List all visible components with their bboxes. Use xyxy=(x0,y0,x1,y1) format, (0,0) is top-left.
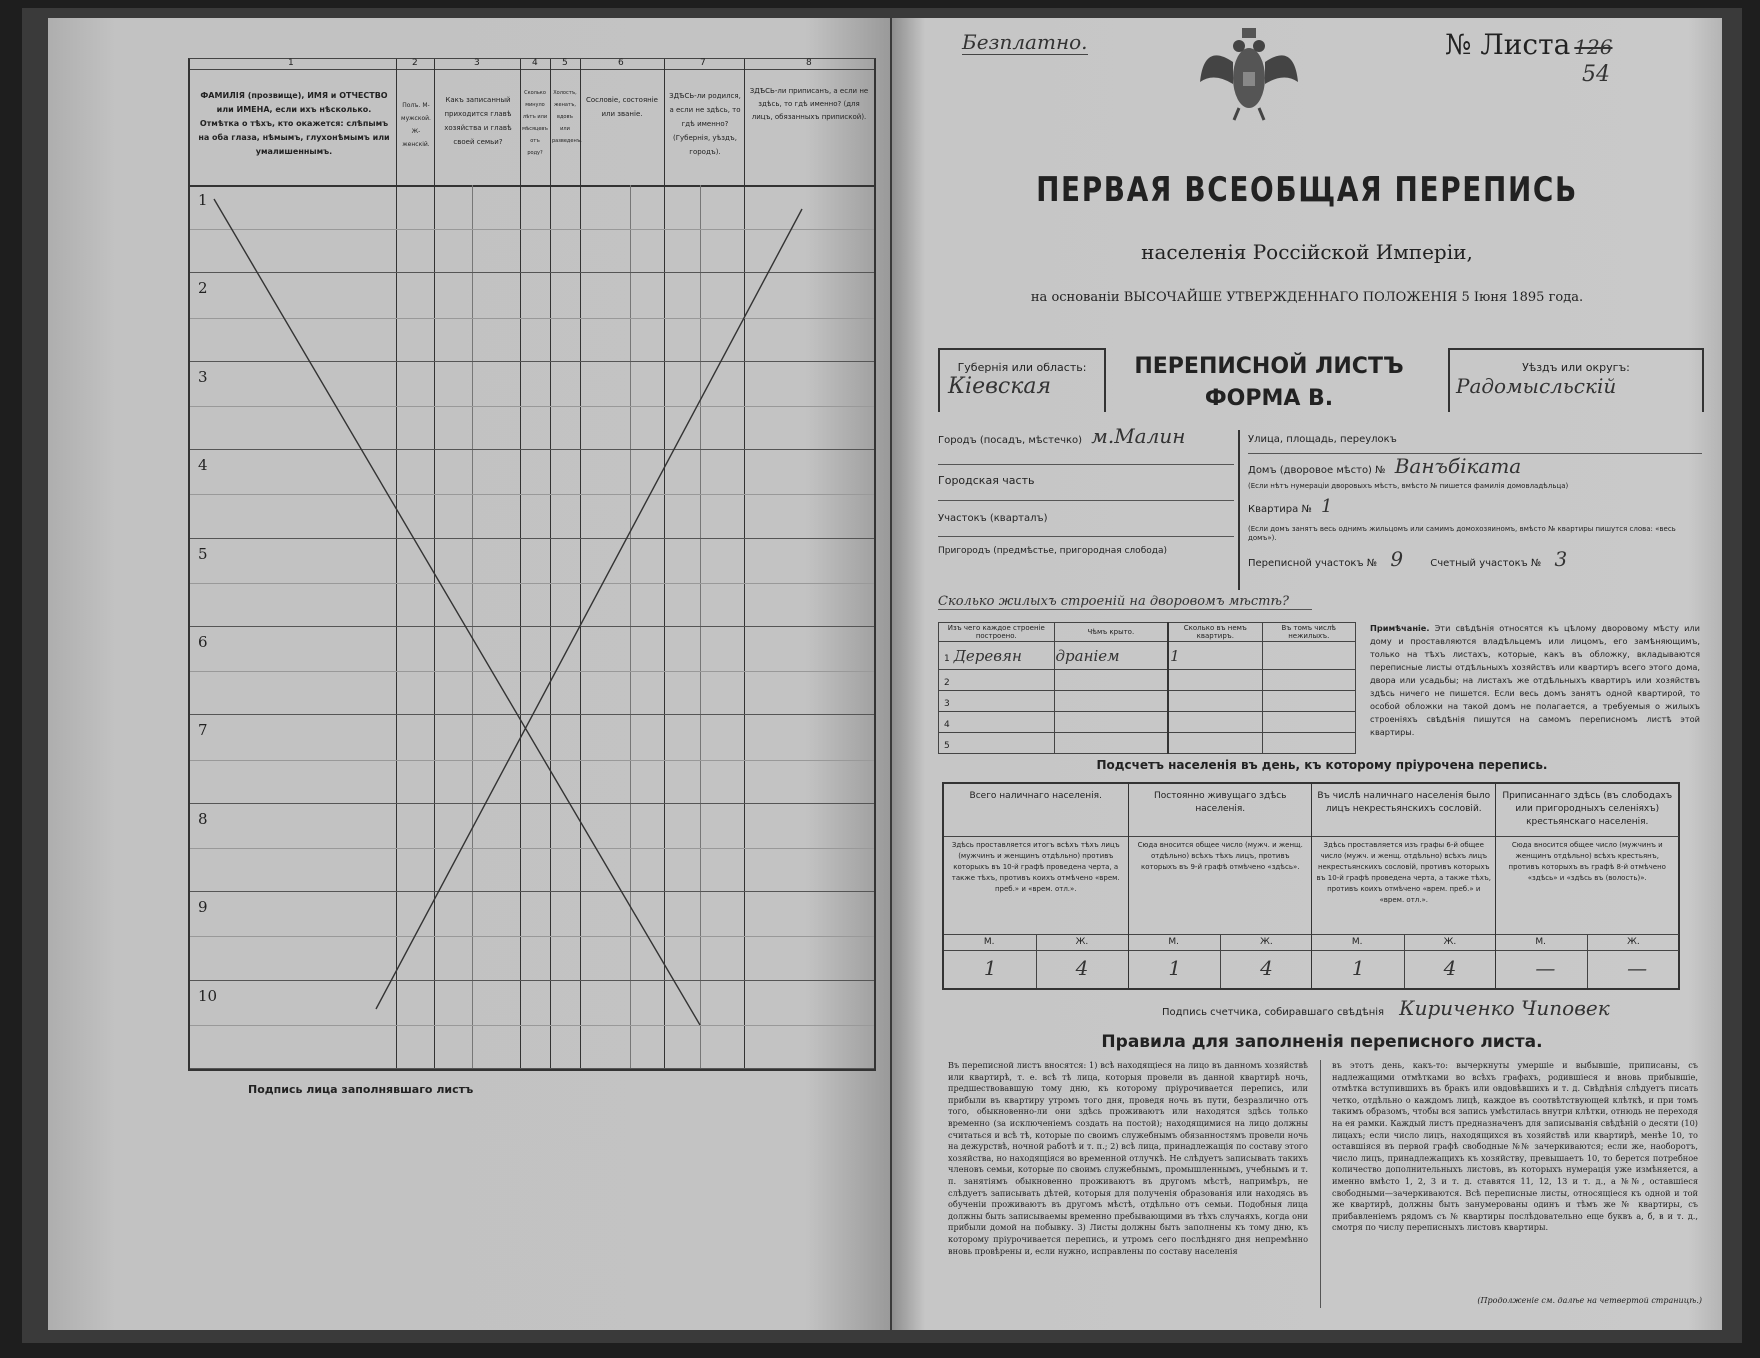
row-number: 3 xyxy=(198,367,208,386)
buildings-header-nonres: Въ томъ числѣ нежилыхъ. xyxy=(1262,623,1355,642)
note-block xyxy=(1370,622,1700,739)
count-district-label: Счетный участокъ № xyxy=(1430,558,1542,569)
buildings-header-material: Изъ чего каждое строеніе построено. xyxy=(939,623,1055,642)
form-type: ФОРМА В. xyxy=(1204,386,1334,411)
col-header-estate: Сословіе, состояніе или званіе. xyxy=(586,96,658,118)
count-description: Сюда вносится общее число (мужчинъ и женщинъ отдѣльно) всѣхъ крестьянъ, противъ которыхъ въ графѣ 8-й отмѣчено «здѣсь» и «здѣсь въ (волость)». xyxy=(1508,841,1666,882)
main-title: ПЕРВАЯ ВСЕОБЩАЯ ПЕРЕПИСЬ xyxy=(1036,170,1578,210)
buildings-row xyxy=(939,670,1356,691)
census-district-value: 9 xyxy=(1390,547,1404,571)
count-description: Здѣсь проставляется изъ графы 6-й общее число (мужч. и женщ. отдѣльно) всѣхъ лицъ некрестьянскихъ сословій, противъ которыхъ въ 10-й графѣ проведена черта, а также тѣхъ, противъ коихъ отмѣчено «врем. преб.» и «врем. отл.». xyxy=(1316,841,1492,904)
apartment-note: (Если домъ занятъ весь однимъ жильцомъ или самимъ домохозяиномъ, вмѣсто № квартиры пишутся слова: «весь домъ»). xyxy=(1248,525,1676,542)
count-district-value: 3 xyxy=(1554,547,1568,571)
enumerator-signature-value: Кириченко Чиповек xyxy=(1399,996,1610,1020)
buildings-table xyxy=(938,622,1356,754)
address-divider xyxy=(1238,430,1240,590)
count-column xyxy=(1128,784,1312,988)
enumerator-signature-label: Подпись счетчика, собиравшаго свѣдѣнія xyxy=(1162,1007,1385,1018)
double-headed-eagle-emblem xyxy=(1194,22,1304,122)
sheet-number-label xyxy=(1445,28,1612,61)
archive-number: 54 xyxy=(1582,62,1610,87)
left-footer-signature: Подпись лица заполнявшаго листъ xyxy=(248,1083,474,1096)
col-header-birthplace: ЗДѢСЬ-ли родился, а если не здѣсь, то гдѣ именно? (Губернія, уѣздъ, городъ). xyxy=(669,92,741,156)
apartment-label: Квартира № xyxy=(1248,504,1312,515)
count-column xyxy=(1311,784,1495,988)
count-column xyxy=(1495,784,1679,988)
buildings-question: Сколько жилыхъ строеній на дворовомъ мѣстѣ? xyxy=(938,594,1312,610)
apartment-value: 1 xyxy=(1321,496,1333,517)
main-subtitle: населенія Россійской Имперіи, xyxy=(1141,240,1473,264)
house-value: Ванъбіката xyxy=(1394,454,1522,478)
buildings-header-apartments: Сколько въ немъ квартиръ. xyxy=(1168,623,1262,642)
buildings-row-number: 2 xyxy=(944,678,950,688)
count-title: Подсчетъ населенія въ день, къ которому пріурочена перепись. xyxy=(1096,758,1548,772)
buildings-row xyxy=(939,642,1356,670)
count-m-value: 1 xyxy=(1168,956,1182,980)
row-number: 4 xyxy=(198,456,208,475)
count-f-value: 4 xyxy=(1075,956,1089,980)
rules-continued-note: (Продолженіе см. далѣе на четвертой страницѣ.) xyxy=(1477,1296,1702,1305)
district-box xyxy=(1448,348,1704,412)
census-district-label: Переписной участокъ № xyxy=(1248,558,1378,569)
province-value: Кіевская xyxy=(948,374,1052,399)
count-f-value: 4 xyxy=(1443,956,1457,980)
count-column xyxy=(944,784,1128,988)
rules-column-divider xyxy=(1320,1060,1321,1308)
suburb-label: Пригородъ (предмѣстье, пригородная слобода) xyxy=(938,546,1167,556)
count-f-label: Ж. xyxy=(1627,937,1640,947)
count-f-label: Ж. xyxy=(1260,937,1273,947)
count-f-value: — xyxy=(1627,956,1648,980)
row-number: 6 xyxy=(198,633,208,651)
province-label: Губернія или область: xyxy=(957,361,1087,374)
row-number: 1 xyxy=(198,191,208,209)
row-number: 2 xyxy=(198,279,208,298)
row-number: 8 xyxy=(198,809,208,828)
count-m-value: 1 xyxy=(983,956,997,980)
count-f-label: Ж. xyxy=(1075,937,1089,947)
col-header-marital: Холостъ, женатъ, вдовъ или разведенъ. xyxy=(552,90,582,144)
buildings-header-roof: Чѣмъ крыто. xyxy=(1054,623,1168,642)
city-part-label: Городская часть xyxy=(938,474,1035,487)
count-f-value: 4 xyxy=(1260,956,1273,980)
buildings-cell-material: Деревян xyxy=(953,646,1022,665)
row-number: 10 xyxy=(198,986,218,1005)
col-num-8: 8 xyxy=(806,58,812,68)
city-label: Городъ (посадъ, мѣстечко) xyxy=(938,435,1083,446)
count-header: Приписаннаго здѣсь (въ слободахъ или пригородныхъ селеніяхъ) крестьянскаго населенія. xyxy=(1502,791,1673,827)
legal-basis: на основаніи ВЫСОЧАЙШЕ УТВЕРЖДЕННАГО ПОЛОЖЕНІЯ 5 Іюня 1895 года. xyxy=(1030,290,1584,305)
count-header: Постоянно живущаго здѣсь населенія. xyxy=(1153,791,1287,814)
rules-column-2: въ этотъ день, какъ-то: вычеркнуты умершіе и выбывшіе, приписаны, съ надлежащими отмѣтками во всѣхъ графахъ, родившіеся и вновь прибывшіе, отмѣтка вступившихъ въ бракъ или овдовѣвшихъ и т. д. Свѣдѣнія слѣдуетъ писать четко, отдѣльно о каждомъ лицѣ, каждое въ соотвѣтствующей клѣткѣ, и при томъ такимъ образомъ, чтобы вся запись умѣстилась внутри клѣтки, отнюдь не переходя на ея рамки. Каждый листъ предназначенъ для записыванія свѣдѣній о десяти (10) лицахъ; если число лицъ, находящихся въ хозяйствѣ или квартирѣ, менѣе 10, то оставшіяся въ первой графѣ свободные №№ зачеркиваются; если же, наоборотъ, число лицъ, принадлежащихъ къ хозяйству, превышаетъ 10, то берется потребное количество дополнительныхъ листовъ, въ которыхъ нумерація уже измѣняется, а именно вмѣсто 1, 2, 3 и т. д. ставятся 11, 12, 13 и т. д., а №№, оставшіеся свободными—зачеркиваются. Всѣ переписные листы, относящіеся къ одной и той же квартирѣ, должны быть занумерованы одинъ и тѣмъ же № квартиры, съ прибавленіемъ рядомъ съ № квартиры послѣдовательно еще буквъ а, б, в и т. д., смотря по числу переписныхъ листовъ квартиры. xyxy=(1332,1060,1698,1233)
address-block-left xyxy=(938,424,1234,571)
buildings-row xyxy=(939,712,1356,733)
count-f-label: Ж. xyxy=(1443,937,1457,947)
free-label: Безплатно. xyxy=(962,30,1088,54)
rules-title: Правила для заполненія переписного листа. xyxy=(1101,1032,1543,1052)
buildings-row-number: 3 xyxy=(944,699,950,709)
count-description: Сюда вносится общее число (мужч. и женщ. отдѣльно) всѣхъ тѣхъ лицъ, противъ которыхъ въ 9-й графѣ отмѣчено «здѣсь». xyxy=(1137,841,1303,871)
enumerator-signature-row xyxy=(1162,996,1702,1020)
open-ledger xyxy=(22,8,1742,1343)
count-header: Въ числѣ наличнаго населенія было лицъ некрестьянскихъ сословій. xyxy=(1317,791,1491,814)
buildings-row-number: 4 xyxy=(944,720,950,730)
form-title: ПЕРЕПИСНОЙ ЛИСТЪ xyxy=(1134,354,1404,379)
col-num-6: 6 xyxy=(618,58,624,68)
rules-column-1: Въ переписной листъ вносятся: 1) всѣ находящіеся на лицо въ данномъ хозяйствѣ или квартирѣ, т. е. всѣ тѣ лица, которыя провели въ данной квартирѣ ночь, предшествовавшую тому дню, къ которому пріурочивается перепись, или прибыли въ квартиру утромъ того дня, проведя ночь въ пути, безразлично отъ того, обыкновенно-ли они здѣсь проживаютъ или находятся здѣсь только временно (за исключеніемъ создать на постой); находящимися на лицо должны считаться и всѣ тѣ, которые по своимъ служебнымъ обязанностямъ провели ночь на дежурствѣ, ночной работѣ и т. п.; 2) всѣ лица, принадлежащія по составу этого хозяйства, но находящіяся во временной отлучкѣ. Не слѣдуетъ записывать такихъ членовъ семьи, которые по своимъ служебнымъ, промышленнымъ, учебнымъ и т. п. занятіямъ обыкновенно проживаютъ въ другомъ мѣстѣ, напримѣръ, не слѣдуетъ записывать дѣтей, которыя для полученія образованія или находясь въ обученіи проживаютъ въ другомъ мѣстѣ, отдѣльно отъ семьи. Подобныя лица должны быть записываемы временно пребывающими въ тѣхъ случаяхъ, когда они прибыли домой на побывку. 3) Листы должны быть заполнены къ тому дню, къ которому пріурочивается перепись, и утромъ сего послѣдняго дня непремѣнно вновь провѣрены и, если нужно, исправлены по составу населенія xyxy=(948,1060,1308,1256)
sheet-number-value: 126 xyxy=(1574,35,1613,59)
buildings-cell-apartments: 1 xyxy=(1170,646,1180,665)
address-block-right xyxy=(1248,430,1702,577)
row-number: 7 xyxy=(198,721,208,740)
col-num-3: 3 xyxy=(474,58,480,68)
count-m-label: М. xyxy=(1168,937,1180,947)
count-description: Здѣсь проставляется итогъ всѣхъ тѣхъ лицъ (мужчинъ и женщинъ отдѣльно) противъ которыхъ въ 10-й графѣ проведена черта, а также тѣхъ, противъ коихъ отмѣчено «врем. преб.» и «врем. отл.». xyxy=(951,841,1120,893)
col-num-2: 2 xyxy=(412,58,418,68)
col-num-5: 5 xyxy=(562,58,568,68)
cross-out-mark xyxy=(190,59,874,1069)
precinct-label: Участокъ (кварталъ) xyxy=(938,513,1048,524)
col-num-1: 1 xyxy=(288,58,294,68)
street-label: Улица, площадь, переулокъ xyxy=(1248,434,1397,445)
count-header: Всего наличнаго населенія. xyxy=(969,791,1102,801)
buildings-row-number: 1 xyxy=(944,653,950,664)
district-value: Радомысльскій xyxy=(1456,374,1617,398)
row-number: 9 xyxy=(198,898,208,917)
note-title: Примѣчаніе. xyxy=(1370,623,1430,633)
city-value: м.Малин xyxy=(1091,424,1186,448)
house-label: Домъ (дворовое мѣсто) № xyxy=(1248,465,1386,476)
count-m-label: М. xyxy=(983,937,995,947)
col-header-name: ФАМИЛІЯ (прозвище), ИМЯ и ОТЧЕСТВО или ИМЕНА, если ихъ нѣсколько. Отмѣтка о тѣхъ, кто окажется: слѣпымъ на оба глаза, нѣмымъ, глухонѣмымъ или умалишеннымъ. xyxy=(198,91,390,156)
buildings-row xyxy=(939,733,1356,754)
sheet-number-caption: № Листа xyxy=(1445,28,1571,61)
row-number: 5 xyxy=(198,544,208,563)
count-m-value: 1 xyxy=(1351,956,1365,980)
col-header-registration: ЗДѢСЬ-ли приписанъ, а если не здѣсь, то гдѣ именно? (для лицъ, обязанныхъ припиской). xyxy=(749,87,869,121)
house-note: (Если нѣтъ нумераціи дворовыхъ мѣстъ, вмѣсто № пишется фамилія домовладѣльца) xyxy=(1248,482,1569,490)
population-count-table xyxy=(942,782,1680,990)
count-m-label: М. xyxy=(1351,937,1363,947)
right-page xyxy=(892,18,1722,1330)
buildings-cell-roof: драніем xyxy=(1055,646,1120,665)
census-grid xyxy=(188,58,876,1071)
left-page xyxy=(48,18,890,1330)
province-box xyxy=(938,348,1106,412)
col-num-4: 4 xyxy=(532,58,538,68)
count-m-value: — xyxy=(1535,956,1556,980)
col-header-age: Сколько минуло лѣтъ или мѣсяцевъ отъ роду? xyxy=(522,90,548,156)
col-num-7: 7 xyxy=(700,58,706,68)
note-text: Эти свѣдѣнія относятся къ цѣлому дворовому мѣсту или дому и проставляются владѣльцемъ или лицомъ, его замѣняющимъ, только на тѣхъ листахъ, которые, какъ въ обложку, вкладываются переписные листы отдѣльныхъ хозяйствъ или квартиръ всего этого дома, двора или усадьбы; на листахъ же отдѣльныхъ квартиръ или хозяйствъ здѣсь ничего не пишется. Если весь домъ занятъ одной квартирой, то особой обложки на такой домъ не полагается, а требуемыя о жилыхъ строеніяхъ свѣдѣнія пишутся на самомъ переписномъ листѣ этой квартиры. xyxy=(1370,623,1700,737)
col-header-sex: Полъ. М-мужской. Ж-женскій. xyxy=(401,102,431,148)
buildings-row xyxy=(939,691,1356,712)
count-m-label: М. xyxy=(1535,937,1547,947)
buildings-row-number: 5 xyxy=(944,741,950,751)
col-header-relation: Какъ записанный приходится главѣ хозяйства и главѣ своей семьи? xyxy=(444,96,512,146)
district-label: Уѣздъ или округъ: xyxy=(1522,361,1630,374)
